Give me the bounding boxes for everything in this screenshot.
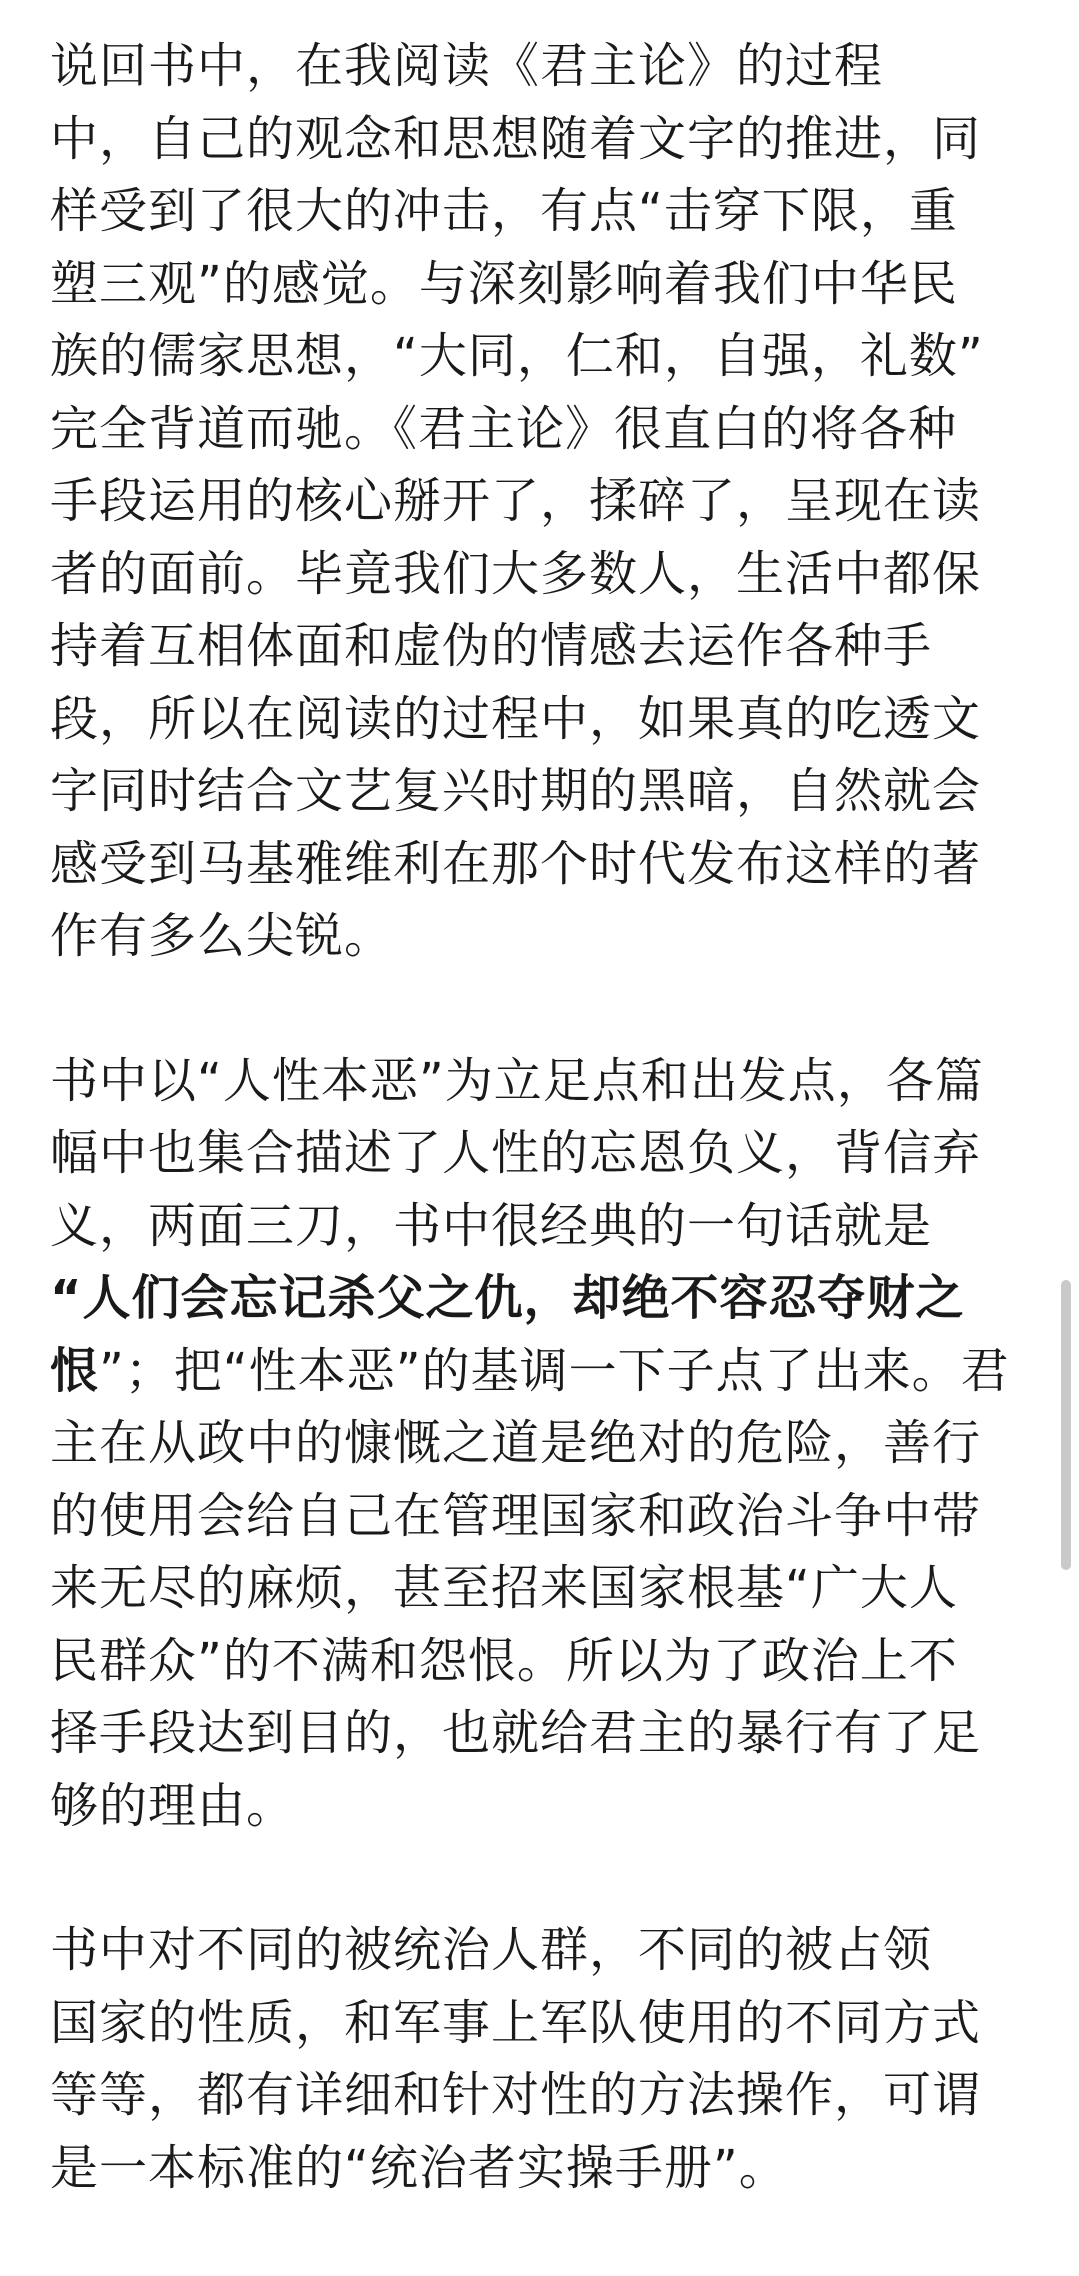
text-line: 中，自己的观念和思想随着文字的推进，同	[50, 110, 982, 167]
quote-bold-line: “人们会忘记杀父之仇，却绝不容忍夺财之	[50, 1270, 965, 1326]
text-line: 够的理由。	[50, 1777, 296, 1834]
text-line: 说回书中，在我阅读《君主论》的过程	[50, 38, 884, 94]
text-line: 塑三观”的感觉。与深刻影响着我们中华民	[50, 255, 958, 312]
paragraph-1	[50, 30, 1030, 973]
text-line: 段，所以在阅读的过程中，如果真的吃透文	[50, 690, 982, 747]
text-line: 者的面前。毕竟我们大多数人，生活中都保	[50, 545, 982, 602]
text-line: 择手段达到目的，也就给君主的暴行有了足	[50, 1705, 982, 1761]
quote-line-rest: ”；把“性本恶”的基调一下子点了出来。君	[99, 1342, 1010, 1399]
text-line: 幅中也集合描述了人性的忘恩负义，背信弃	[50, 1125, 982, 1181]
paragraph-3	[50, 1914, 1030, 2204]
text-line: 来无尽的麻烦，甚至招来国家根基“广大人	[50, 1560, 958, 1616]
text-line: 等等，都有详细和针对性的方法操作，可谓	[50, 2067, 982, 2123]
article-body	[50, 30, 1030, 2276]
text-line: 手段运用的核心掰开了，揉碎了，呈现在读	[50, 473, 982, 529]
text-line: 族的儒家思想，“大同，仁和，自强，礼数”	[50, 328, 984, 384]
text-line: 是一本标准的“统治者实操手册”。	[50, 2139, 788, 2196]
text-line: 义，两面三刀，书中很经典的一句话就是	[50, 1197, 933, 1254]
text-line: 书中对不同的被统治人群，不同的被占领	[50, 1922, 933, 1978]
quote-bold-end: 恨	[50, 1342, 100, 1399]
text-line: 字同时结合文艺复兴时期的黑暗，自然就会	[50, 763, 982, 819]
quote-mixed-line	[50, 1335, 1030, 1408]
text-line: 样受到了很大的冲击，有点“击穿下限，重	[50, 183, 958, 239]
text-line: 完全背道而驰。《君主论》很直白的将各种	[50, 400, 958, 457]
text-line: 主在从政中的慷慨之道是绝对的危险，善行	[50, 1415, 982, 1471]
text-line: 国家的性质，和军事上军队使用的不同方式	[50, 1994, 982, 2051]
text-line: 持着互相体面和虚伪的情感去运作各种手	[50, 618, 933, 674]
text-line: 书中以“人性本恶”为立足点和出发点，各篇	[50, 1052, 984, 1109]
text-line: 作有多么尖锐。	[50, 908, 394, 964]
text-line: 的使用会给自己在管理国家和政治斗争中带	[50, 1487, 982, 1544]
text-line: 感受到马基雅维利在那个时代发布这样的著	[50, 835, 982, 892]
text-line: 民群众”的不满和怨恨。所以为了政治上不	[50, 1632, 958, 1689]
paragraph-2	[50, 1045, 1030, 1843]
scrollbar-thumb[interactable]	[1061, 1280, 1071, 1570]
